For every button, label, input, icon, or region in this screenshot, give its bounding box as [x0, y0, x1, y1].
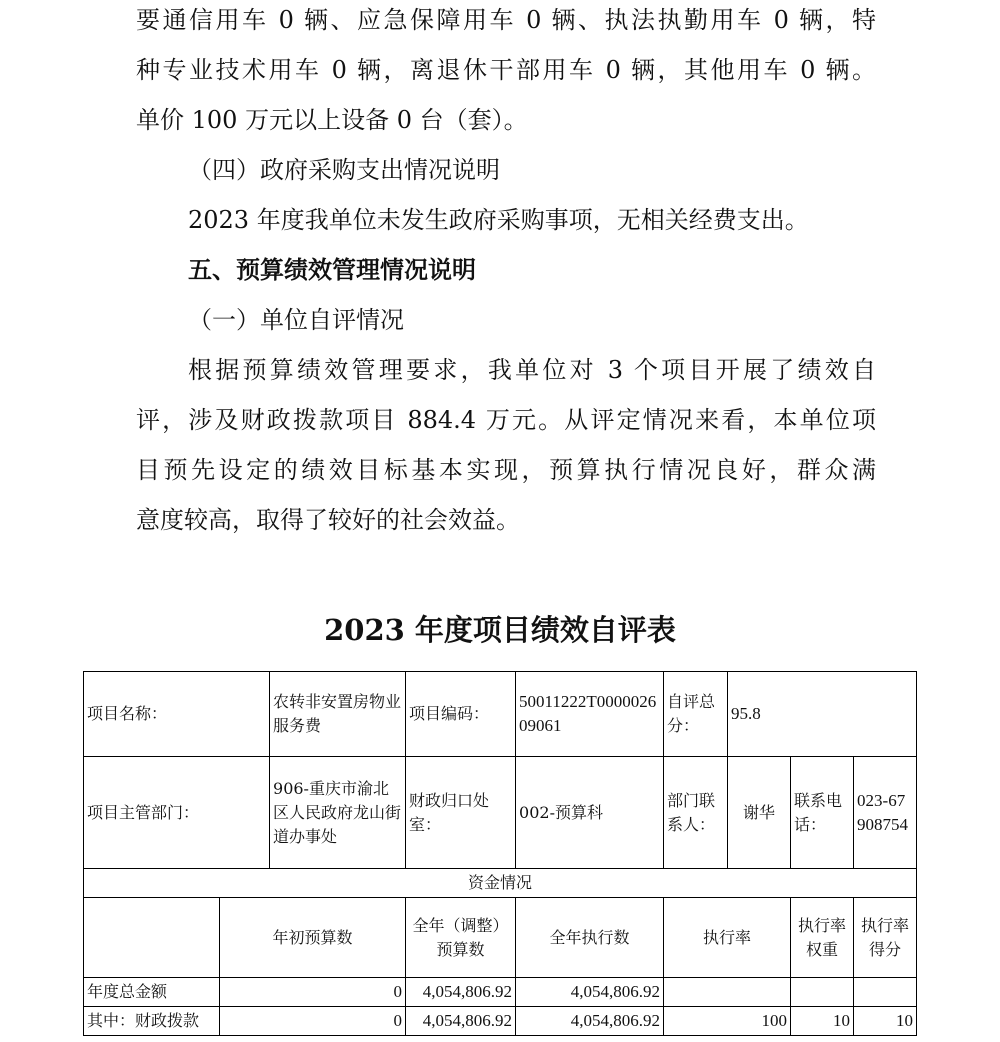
table-title: 2023 年度项目绩效自评表	[324, 613, 676, 647]
contact-label: 部门联系人：	[664, 757, 728, 869]
execution-cell: 4,054,806.92	[516, 1007, 664, 1036]
finance-office-label: 财政归口处室：	[406, 757, 516, 869]
paragraph-line: 种专业技术用车 0 辆，离退休干部用车 0 辆，其他用车 0 辆。	[136, 56, 876, 84]
table-row	[84, 978, 917, 1007]
self-score-label: 自评总分：	[664, 672, 728, 757]
exec-rate-cell: 100	[664, 1007, 791, 1036]
table-row	[84, 1007, 917, 1036]
column-header-execution: 全年执行数	[516, 898, 664, 978]
table-row	[84, 869, 917, 898]
paragraph-line: 意度较高，取得了较好的社会效益。	[136, 506, 520, 534]
exec-rate-cell	[664, 978, 791, 1007]
paragraph-line: 2023 年度我单位未发生政府采购事项，无相关经费支出。	[188, 206, 809, 234]
row-label: 其中：财政拨款	[84, 1007, 220, 1036]
paragraph-line: 根据预算绩效管理要求，我单位对 3 个项目开展了绩效自	[188, 356, 876, 384]
subsection-heading: （四）政府采购支出情况说明	[188, 156, 500, 184]
score-cell: 10	[854, 1007, 917, 1036]
finance-office-value: 002-预算科	[516, 757, 664, 869]
column-header-adjusted-budget: 全年（调整）预算数	[406, 898, 516, 978]
section-heading: 五、预算绩效管理情况说明	[188, 256, 476, 284]
paragraph-line: 要通信用车 0 辆、应急保障用车 0 辆、执法执勤用车 0 辆，特	[136, 6, 876, 34]
adjusted-budget-cell: 4,054,806.92	[406, 978, 516, 1007]
phone-label: 联系电话：	[791, 757, 854, 869]
project-name-label: 项目名称：	[84, 672, 270, 757]
table-header-row	[84, 898, 917, 978]
execution-cell: 4,054,806.92	[516, 978, 664, 1007]
paragraph-line: 单价 100 万元以上设备 0 台（套）。	[136, 106, 528, 134]
table-row	[84, 672, 917, 757]
table-row	[84, 757, 917, 869]
initial-budget-cell: 0	[220, 1007, 406, 1036]
column-header-empty	[84, 898, 220, 978]
phone-value: 023-67908754	[854, 757, 917, 869]
self-score-value: 95.8	[728, 672, 917, 757]
project-code-value: 50011222T000002609061	[516, 672, 664, 757]
adjusted-budget-cell: 4,054,806.92	[406, 1007, 516, 1036]
dept-value: 906-重庆市渝北区人民政府龙山街道办事处	[270, 757, 406, 869]
paragraph-line: 评，涉及财政拨款项目 884.4 万元。从评定情况来看，本单位项	[136, 406, 876, 434]
row-label: 年度总金额	[84, 978, 220, 1007]
initial-budget-cell: 0	[220, 978, 406, 1007]
score-cell	[854, 978, 917, 1007]
column-header-weight: 执行率权重	[791, 898, 854, 978]
dept-label: 项目主管部门：	[84, 757, 270, 869]
project-name-value: 农转非安置房物业服务费	[270, 672, 406, 757]
self-evaluation-table	[83, 671, 917, 1036]
paragraph-line: 目预先设定的绩效目标基本实现，预算执行情况良好，群众满	[136, 456, 876, 484]
column-header-exec-rate: 执行率	[664, 898, 791, 978]
column-header-score: 执行率得分	[854, 898, 917, 978]
project-code-label: 项目编码：	[406, 672, 516, 757]
contact-value: 谢华	[728, 757, 791, 869]
funds-section-header: 资金情况	[84, 869, 917, 898]
weight-cell	[791, 978, 854, 1007]
subsection-heading: （一）单位自评情况	[188, 306, 404, 334]
weight-cell: 10	[791, 1007, 854, 1036]
column-header-initial-budget: 年初预算数	[220, 898, 406, 978]
